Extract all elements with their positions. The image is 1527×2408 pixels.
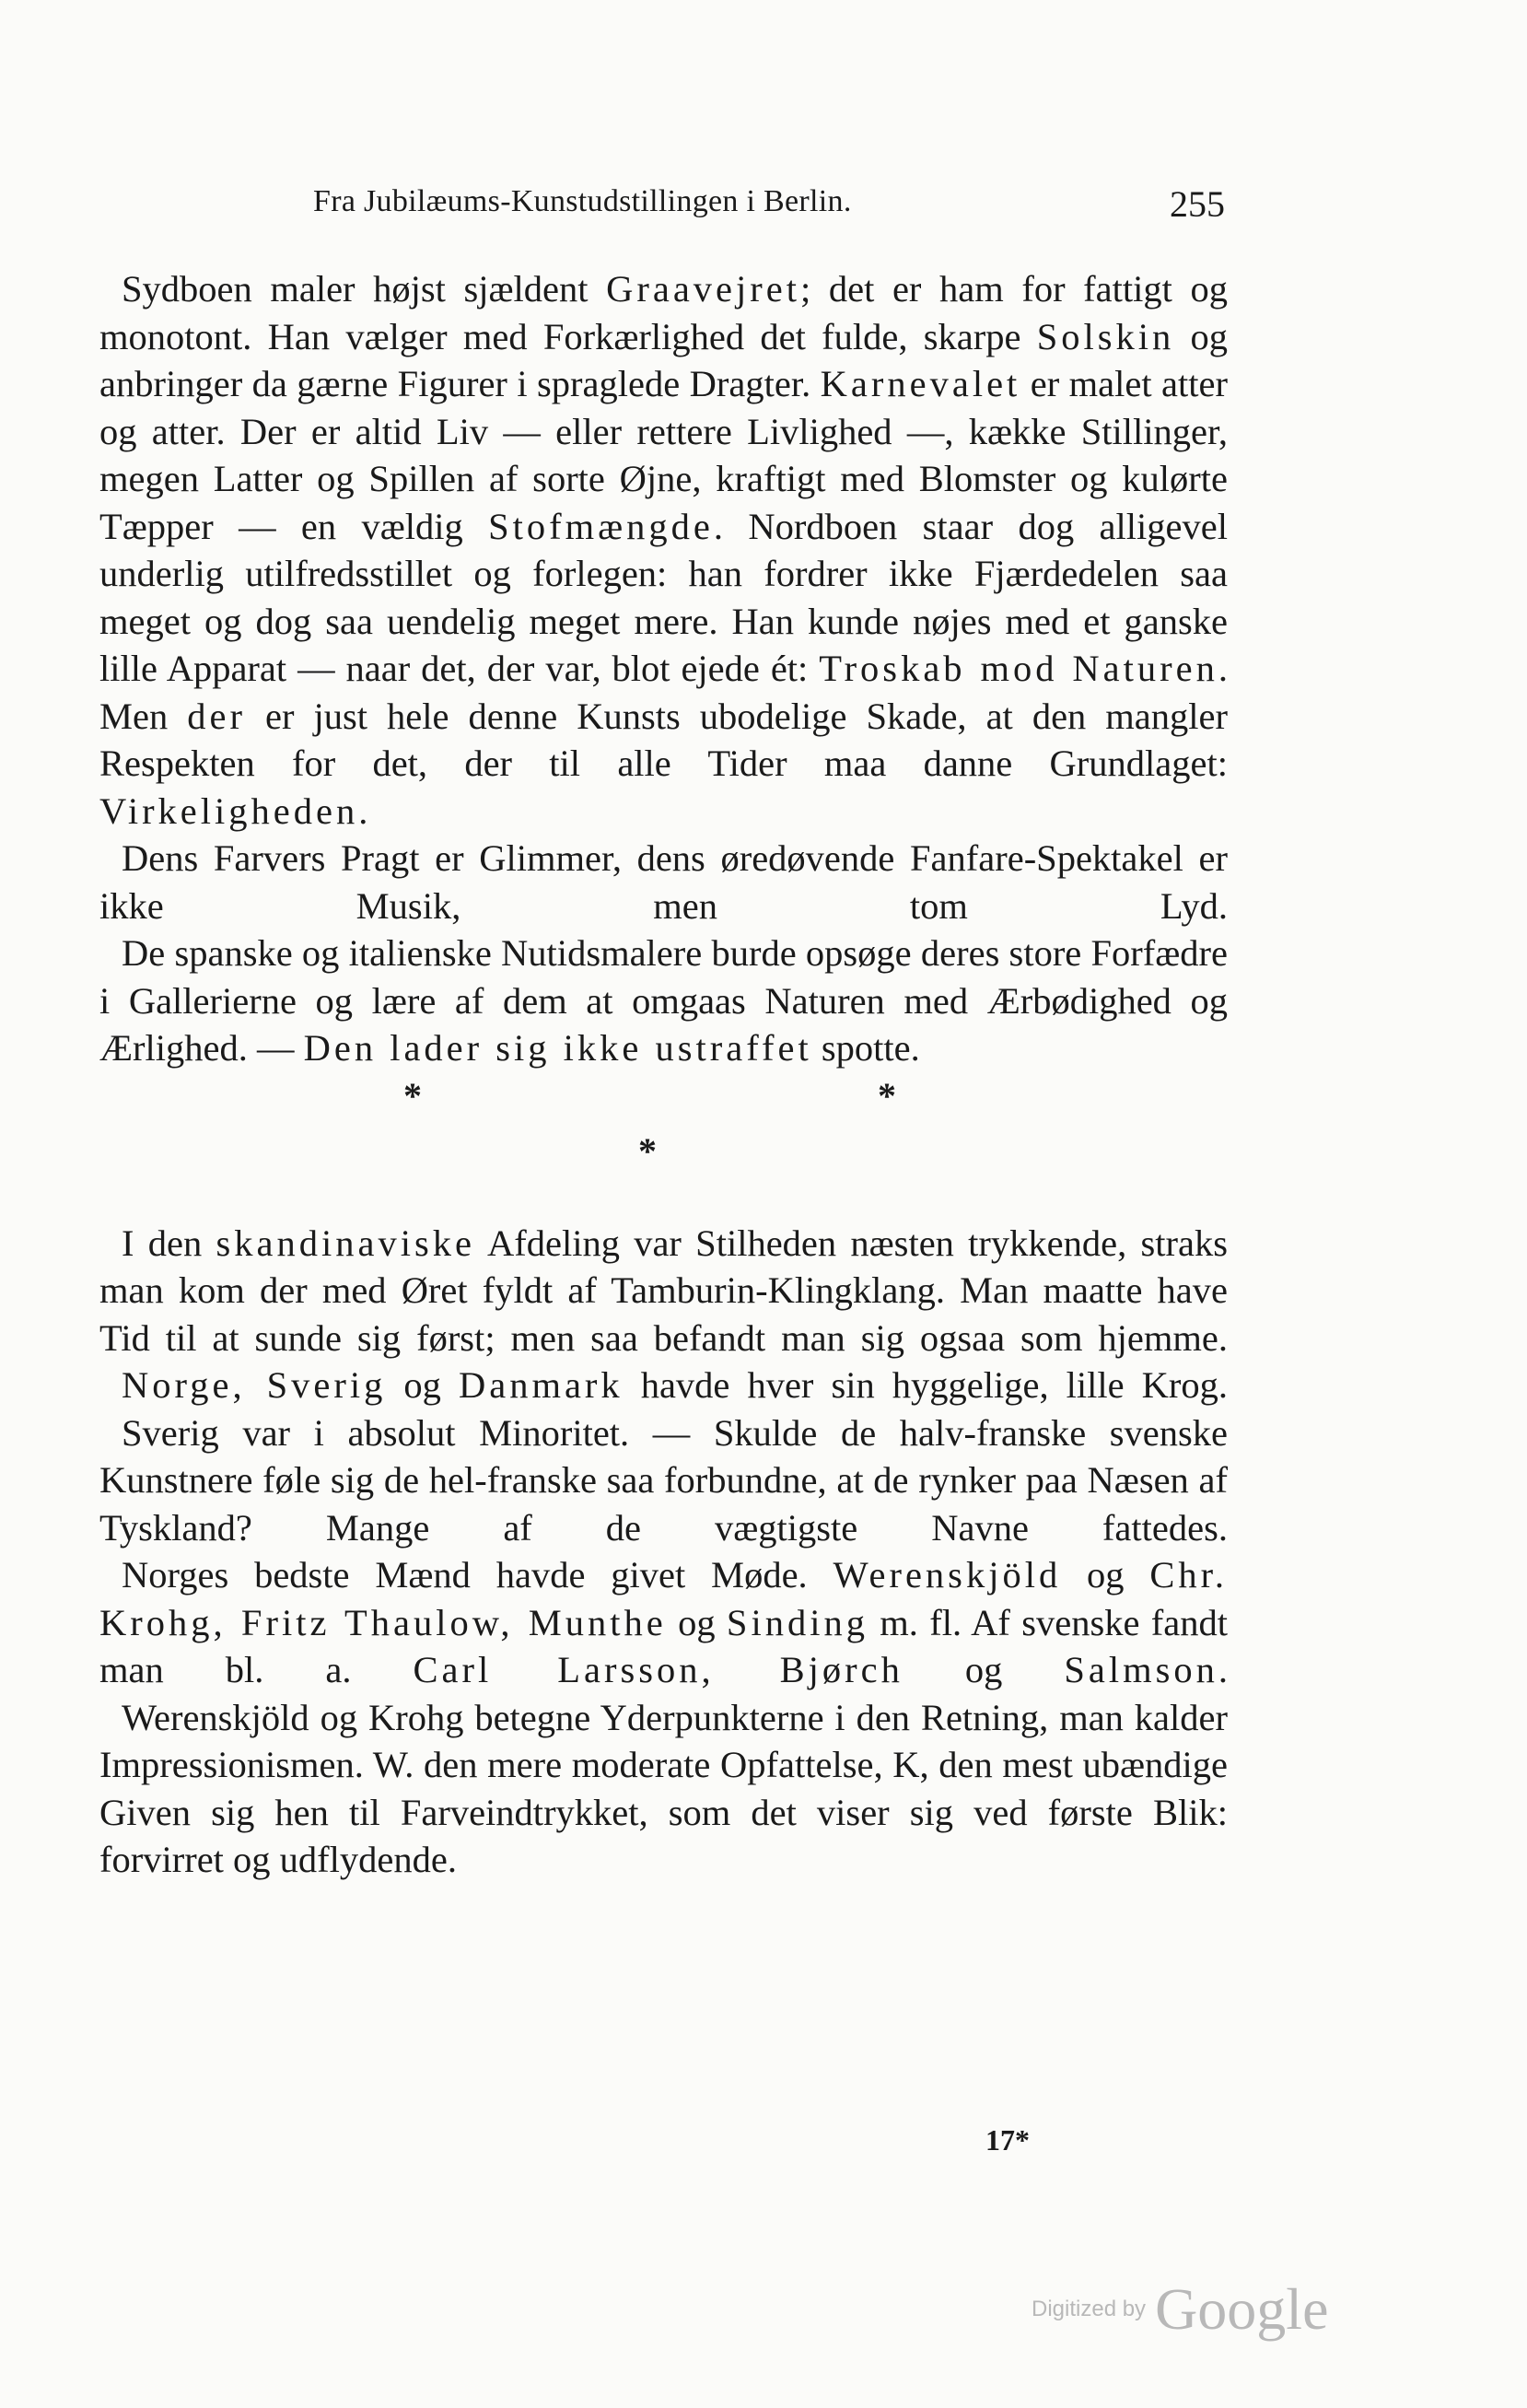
paragraph	[99, 265, 1228, 835]
emphasized-text: der	[187, 695, 246, 737]
text-run: og	[666, 1601, 727, 1643]
text-run: . Men	[99, 648, 1228, 737]
text-run: I den	[122, 1222, 216, 1264]
text-run: ; det er ham for fattigt og monotont. Han vælger med Forkærlighed det fulde, skarpe	[99, 268, 1228, 357]
text-run: og	[903, 1649, 1065, 1690]
text-run: Norges bedste Mænd havde givet Møde.	[122, 1554, 833, 1596]
text-run: Werenskjöld og Krohg betegne Yderpunkterne i den Retning, man kalder Impressionismen. W. den mere moderate Opfattelse, K, den mest ubændige Given sig hen til Farveindtrykket, som det viser sig ved første Blik: forvirret og udflydende.	[99, 1696, 1228, 1880]
text-run: havde hver sin hyggelige, lille Krog.	[623, 1364, 1229, 1406]
text-run: .	[1218, 1649, 1228, 1690]
emphasized-text: Den lader sig ikke ustraffet	[303, 1027, 812, 1069]
emphasized-text: Karnevalet	[820, 363, 1021, 404]
text-run: Sverig var i absolut Minoritet. — Skulde de halv-franske svenske Kunstnere føle sig de hel-franske saa forbundne, at de rynker paa Næsen af Tyskland? Mange af de vægtigste Navne fattedes.	[99, 1411, 1228, 1549]
watermark-prefix: Digitized by	[1032, 2297, 1147, 2321]
emphasized-text: Troskab mod Naturen	[819, 648, 1218, 689]
section-break-star: *	[403, 1074, 422, 1116]
section-break	[99, 1072, 1228, 1220]
emphasized-text: Virkeligheden	[99, 789, 359, 832]
emphasized-text: Graavejret	[606, 268, 801, 310]
paragraph	[99, 1551, 1228, 1694]
text-run: er malet atter og atter. Der er altid Liv — eller rettere Livlighed —, kække Stillinger, megen Latter og Spillen af sorte Øjne, kraftigt med Blomster og kulørte Tæpper — en vældig	[99, 363, 1228, 547]
watermark-brand: Google	[1155, 2276, 1329, 2342]
text-run: spotte.	[811, 1027, 920, 1069]
paragraph	[99, 1409, 1228, 1552]
paragraph	[99, 929, 1228, 1072]
running-title: Fra Jubilæums-Kunstudstillingen i Berlin.	[313, 184, 852, 218]
paragraph	[99, 1362, 1228, 1409]
emphasized-text: skandinaviske	[216, 1222, 475, 1264]
section-break-star: *	[638, 1129, 657, 1172]
emphasized-text: Chr. Krohg, Fritz Thaulow, Munthe	[99, 1554, 1229, 1643]
paragraph	[99, 1220, 1228, 1362]
emphasized-text: Sinding	[726, 1601, 868, 1643]
section-break-star: *	[878, 1074, 896, 1116]
text-run: Dens Farvers Pragt er Glimmer, dens øredøvende Fanfare-Spektakel er ikke Musik, men tom Lyd.	[99, 837, 1228, 927]
emphasized-text: Danmark	[458, 1364, 624, 1406]
text-run: De spanske og italienske Nutidsmalere burde opsøge deres store Forfædre i Gallerierne og lære af dem at omgaas Naturen med Ærbødighed og Ærlighed. —	[99, 932, 1228, 1069]
emphasized-text: Salmson	[1064, 1649, 1218, 1690]
text-run: Afdeling var Stilheden næsten trykkende, straks man kom der med Øret fyldt af Tamburin-Klingklang. Man maatte have Tid til at sunde sig først; men saa befandt man sig ogsaa som hjemme.	[99, 1222, 1228, 1359]
text-run: .	[358, 789, 368, 832]
text-run: m. fl. Af svenske fandt man bl. a.	[99, 1601, 1228, 1690]
signature-mark: 17*	[985, 2123, 1030, 2157]
text-run: og anbringer da gærne Figurer i spraglede Dragter.	[99, 315, 1228, 404]
running-head	[313, 184, 1225, 240]
page-number: 255	[1170, 183, 1225, 225]
text-run: er just hele denne Kunsts ubodelige Skade, at den mangler Respekten for det, der til alle Tider maa danne Grundlaget:	[99, 695, 1228, 784]
watermark	[1032, 2275, 1328, 2344]
emphasized-text: Carl Larsson, Bjørch	[413, 1649, 903, 1690]
text-run: . Nordboen staar dog alligevel underlig utilfredsstillet og forlegen: han fordrer ikke Fjærdedelen saa meget og dog saa uendelig meget mere. Han kunde nøjes med et ganske lille Apparat — naar det, der var, blot ejede ét:	[99, 505, 1228, 689]
text-run: og	[1061, 1554, 1150, 1596]
emphasized-text: Werenskjöld	[833, 1554, 1062, 1596]
paragraph	[99, 1694, 1228, 1884]
emphasized-text: Solskin	[1036, 315, 1175, 357]
emphasized-text: Norge, Sverig	[122, 1364, 387, 1406]
text-run: og	[386, 1364, 459, 1406]
body-text	[99, 265, 1228, 1884]
paragraph	[99, 835, 1228, 929]
emphasized-text: Stofmængde	[488, 505, 714, 547]
text-run: Sydboen maler højst sjældent	[122, 268, 607, 310]
